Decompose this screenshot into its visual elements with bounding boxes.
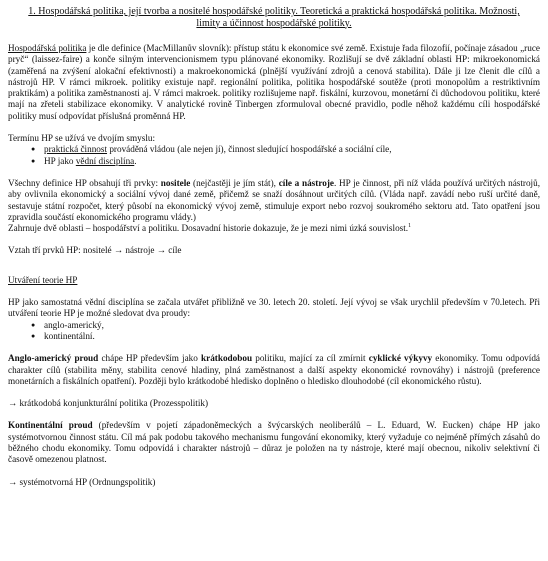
definition-paragraph: [8, 43, 540, 122]
continental-paragraph: [8, 420, 540, 465]
list-item-text: HP jako: [44, 155, 76, 166]
bold-term: nositele: [160, 177, 191, 188]
section-title: Utváření teorie HP: [8, 274, 78, 285]
usage-intro: Termínu HP se užívá ve dvojím smyslu:: [8, 133, 156, 144]
list-item-text: prováděná vládou (ale nejen jí), činnost sledující hospodářské a sociální cíle,: [107, 144, 392, 155]
elements-paragraph: [8, 178, 540, 223]
text-run: (především v pojetí západoněmeckých a švýcarských neoliberálů – L. Eduard, W. Eucken) chápe HP jako systémotvornou činnost státu. Cíl má pak podobu takového mechanismu fungování ekonomiky, který vyžaduje co nejméně přímých zásahů do běžného chodu ekonomiky. Tomu odpovídá i charakter nástrojů – důraz je položen na ty nástroje, které mají obecnou, nikoliv selektivní či časově omezenou platnost.: [8, 420, 540, 465]
anglo-american-paragraph: [8, 353, 540, 387]
list-item: ● kontinentální.: [44, 331, 540, 342]
arrow-line: → krátkodobá konjunkturální politika (Prozesspolitik): [8, 398, 209, 409]
relation-line: Vztah tří prvků HP: nositelé → nástroje → cíle: [8, 245, 182, 256]
streams-list: [8, 320, 540, 343]
usage-list: [8, 144, 540, 167]
bold-term: cíle a nástroje: [278, 177, 334, 188]
list-item: [44, 156, 540, 167]
text-run: ekonomiky. Tomu odpovídá charakter cílů (stabilita měny, stabilita cenové hladiny, plná zaměstnanost a další aspekty ekonomické rovnováhy) i nástrojů (preference monetárních a fiskálních opatření). Později bylo krátkodobé hledisko doplněno o hledisko dlouhodobé (cíl ekonomického růstu).: [8, 353, 540, 386]
footnote-marker[interactable]: 1: [408, 223, 412, 230]
underlined-term: praktická činnost: [44, 144, 108, 155]
definition-text: je dle definice (MacMillanův slovník): přístup státu k ekonomice své země. Existuje řada filozofií, počínaje zásadou „ruce pryč“ (laissez-faire) a konče silným intervencionismem typu plánované ekonomiky. Rozlišují se dvě základní oblasti HP: mikroekonomická (zaměřená na zvýšení alokační efektivnosti) a makroekonomická (plnější využívání zdrojů a cenová stabilita). Dále ji lze členit dle cílů a nástrojů HP. V rámci mikroek. politiky existuje např. regionální politika, politika hospodářské soutěže (proti monopolům a restriktivním praktikám) a politika zaměstnanosti aj. V rámci makroek. politiky rozlišujeme např. fiskální, kurzovou, monetární či důchodovou politiku, které mají na zřeteli stabilizace ekonomiky. V analytické rovině Tinbergen zformuloval obecné pravidlo, podle něhož každému cíli hospodářské politiky musí odpovídat příslušná proměnná HP.: [8, 43, 540, 121]
bold-term: Anglo-americký proud: [8, 353, 99, 364]
text-run: Všechny definice HP obsahují tři prvky:: [8, 177, 161, 188]
list-item-text: .: [134, 155, 137, 166]
list-item: ● anglo-americký,: [44, 320, 540, 331]
list-item: [44, 144, 540, 155]
text-run: chápe HP především jako: [98, 353, 201, 364]
bold-term: krátkodobou: [201, 353, 253, 364]
bold-term: Kontinentální proud: [8, 420, 93, 431]
text-run: Zahrnuje dvě oblasti – hospodářství a politiku. Dosavadní historie dokazuje, že je mezi nimi úzká souvislost.: [8, 223, 409, 234]
text-run: (nejčastěji je jím stát),: [190, 177, 279, 188]
underlined-term: vědní disciplína: [75, 155, 135, 166]
page-title: 1. Hospodářská politika, její tvorba a nositelé hospodářské politiky. Teoretická a praktická hospodářská politika. Možnosti, limity a účinnost hospodářské politiky.: [28, 6, 520, 29]
text-run: . HP je činnost, při níž vláda používá určitých nástrojů, aby ovlivnila ekonomický a sociální vývoj dané země, přičemž se snaží dosáhnout určitých cílů. (Vláda např. zavádí nebo ruší určité daně, sestavuje státní rozpočet, který působí na ekonomický vývoj země, stimuluje export nebo rozvoj soukromého sektoru atd. Tato opatření jsou zpravidla součástí ekonomického programu vlády.): [8, 177, 541, 222]
bold-term: cyklické výkyvy: [368, 353, 433, 364]
text-run: politiku, mající za cíl zmírnit: [252, 353, 369, 364]
elements-paragraph-continued: [8, 223, 540, 234]
term-hospodarska-politika: Hospodářská politika: [8, 43, 87, 53]
theory-paragraph: HP jako samostatná vědní disciplína se začala utvářet přibližně ve 30. letech 20. století. Její vývoj se však urychlil především v 70.letech. Při utváření teorie HP je možné sledovat dva proudy:: [8, 297, 540, 319]
arrow-line: → systémotvorná HP (Ordnungspolitik): [8, 476, 156, 487]
